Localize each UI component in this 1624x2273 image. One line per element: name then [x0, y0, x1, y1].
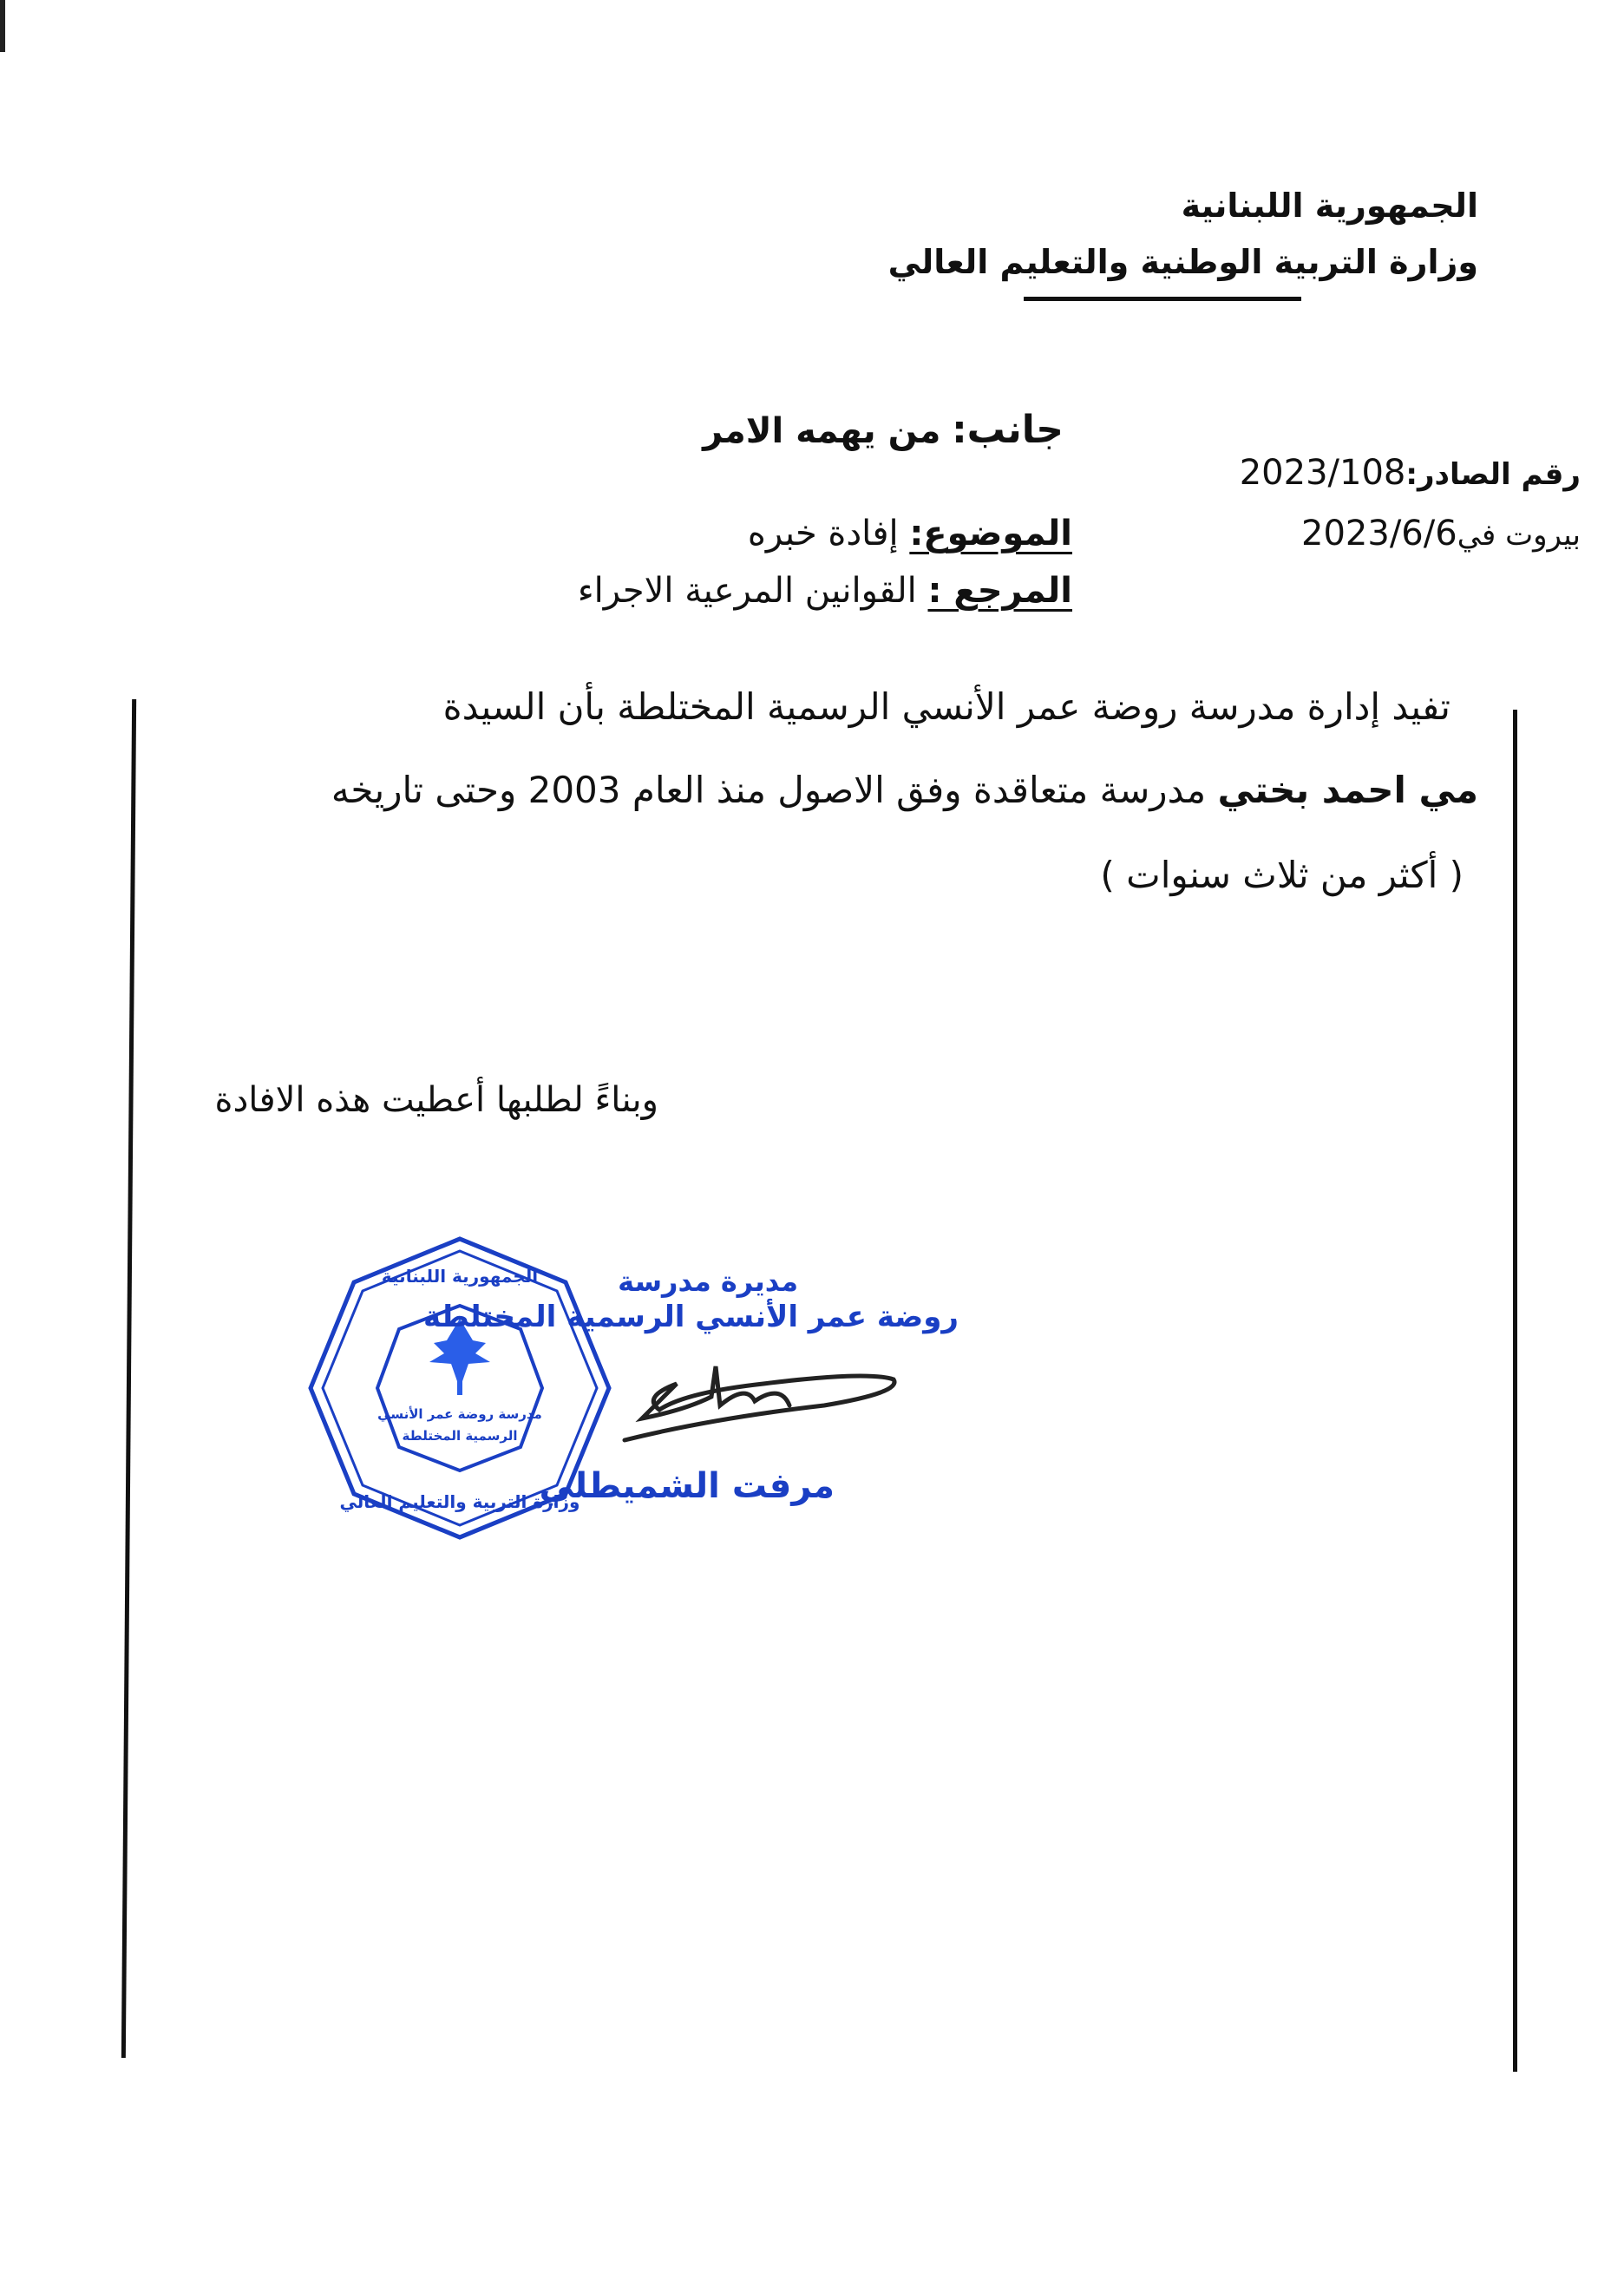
body-line-2	[331, 769, 1478, 811]
handwritten-signature	[607, 1358, 920, 1453]
reference	[578, 571, 1072, 611]
reference-label: المرجع :	[927, 571, 1072, 611]
issue-number-value: 2023/108	[1239, 453, 1406, 493]
place-date-label: بيروت في	[1457, 518, 1581, 553]
signatory-title-1: مديرة مدرسة	[618, 1265, 798, 1298]
signatory-name: مرفت الشميطلي	[539, 1466, 835, 1506]
header-underline	[1024, 297, 1301, 301]
subject-value: إفادة خبره	[747, 514, 899, 554]
issue-number-label: رقم الصادر:	[1405, 457, 1581, 492]
addressee-label: جانب:	[952, 408, 1064, 452]
closing-statement: وبناءً لطلبها أعطيت هذه الافادة	[214, 1080, 658, 1120]
addressee-value: من يهمه الامر	[703, 411, 941, 451]
body-line-3: ( أكثر من ثلاث سنوات )	[1100, 854, 1464, 896]
scan-edge-mark	[0, 0, 5, 52]
header-ministry: وزارة التربية الوطنية والتعليم العالي	[887, 243, 1478, 281]
addressee	[703, 408, 1064, 452]
svg-text:مدرسة روضة عمر الأنسي: مدرسة روضة عمر الأنسي	[377, 1406, 542, 1422]
employee-name: مي احمد بختي	[1217, 769, 1478, 811]
reference-value: القوانين المرعية الاجراء	[577, 571, 917, 611]
svg-text:الجمهورية اللبنانية: الجمهورية اللبنانية	[381, 1266, 539, 1287]
place-date	[1301, 514, 1581, 554]
svg-text:وزارة التربية والتعليم العالي: وزارة التربية والتعليم العالي	[339, 1491, 580, 1512]
header-republic: الجمهورية اللبنانية	[1181, 187, 1478, 225]
subject	[748, 514, 1072, 554]
place-date-value: 2023/6/6	[1301, 514, 1457, 554]
svg-text:الرسمية المختلطة: الرسمية المختلطة	[402, 1428, 518, 1444]
body-line-2-rest: مدرسة متعاقدة وفق الاصول منذ العام 2003 وحتى تاريخه	[331, 769, 1218, 811]
signatory-title-2: روضة عمر الأنسي الرسمية المختلطة	[423, 1300, 959, 1334]
left-border-line	[121, 699, 136, 2058]
subject-label: الموضوع:	[909, 514, 1072, 554]
issue-number	[1240, 453, 1581, 493]
right-border-line	[1513, 710, 1517, 2072]
body-line-1: تفيد إدارة مدرسة روضة عمر الأنسي الرسمية المختلطة بأن السيدة	[442, 685, 1450, 728]
